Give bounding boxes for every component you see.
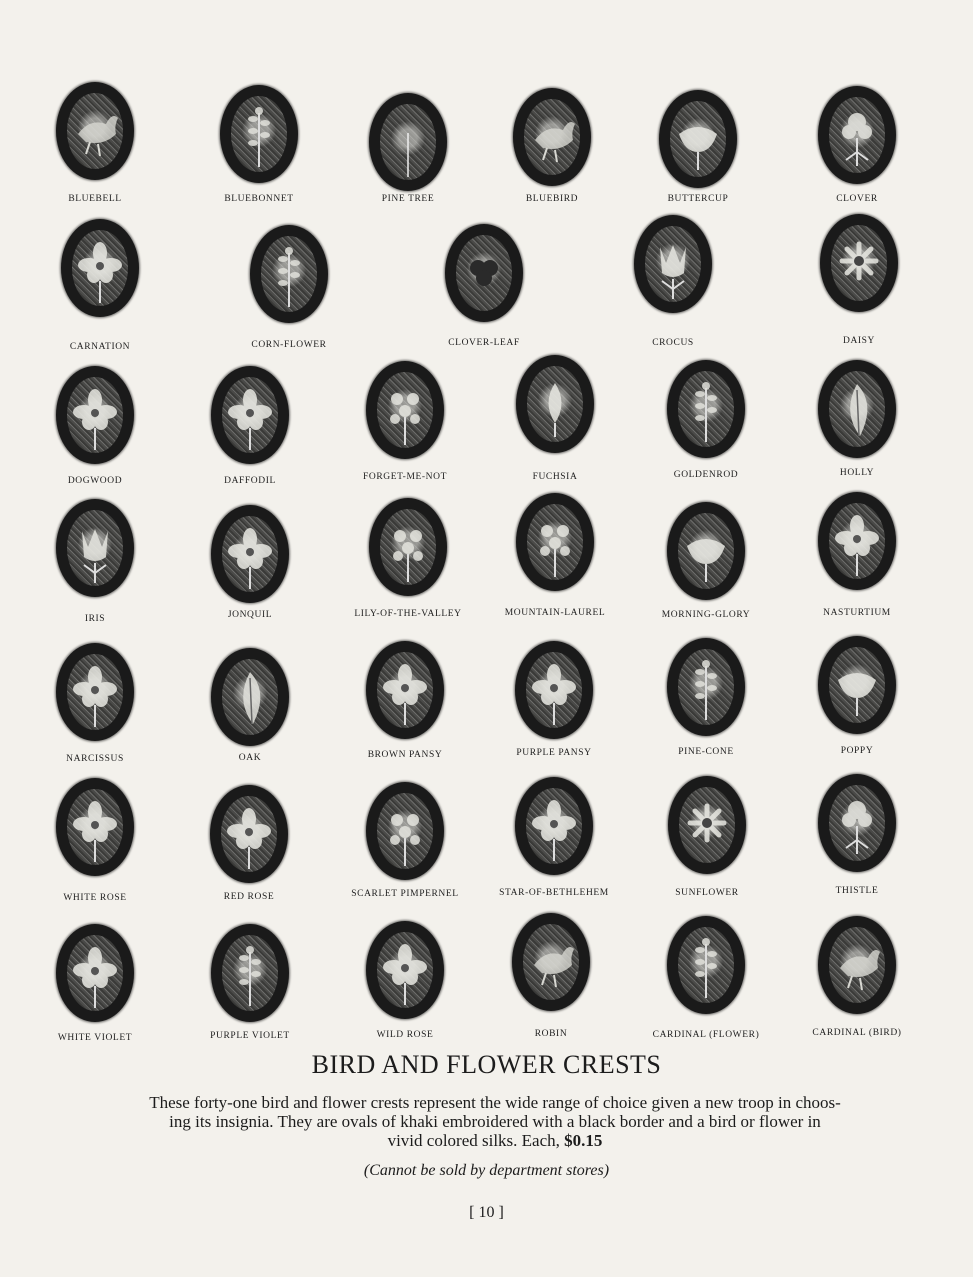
flower-motif-icon [818, 492, 896, 590]
flower-motif-icon [56, 778, 134, 876]
cup-motif-icon [667, 502, 745, 600]
sales-note: (Cannot be sold by department stores) [363, 1162, 610, 1179]
flower-motif-icon [515, 641, 593, 739]
flower-motif-icon [211, 366, 289, 464]
crest-patch [634, 215, 712, 313]
daisy-motif-icon [668, 776, 746, 874]
crest-label: NASTURTIUM [823, 608, 891, 618]
crest-label: BLUEBELL [68, 194, 122, 204]
leaf-motif-icon [211, 648, 289, 746]
sprig-motif-icon [220, 85, 298, 183]
crest-patch [513, 88, 591, 186]
crest-patch [250, 225, 328, 323]
crest-patch [211, 924, 289, 1022]
crest-patch [369, 93, 447, 191]
crest-patch [56, 82, 134, 180]
crest-label: IRIS [84, 614, 106, 624]
flower-motif-icon [61, 219, 139, 317]
crest-patch [512, 913, 590, 1011]
clover-motif-icon [818, 774, 896, 872]
crest-patch [516, 355, 594, 453]
flower-motif-icon [515, 777, 593, 875]
crest-label: OAK [238, 753, 262, 763]
bird-motif-icon [818, 916, 896, 1014]
tulip-motif-icon [634, 215, 712, 313]
crest-label: THISTLE [835, 886, 879, 896]
crest-label: CARDINAL (FLOWER) [652, 1030, 760, 1040]
crest-label: MOUNTAIN-LAUREL [504, 608, 606, 618]
flower-motif-icon [56, 643, 134, 741]
crest-patch [668, 776, 746, 874]
flower-motif-icon [366, 921, 444, 1019]
crest-patch [445, 224, 523, 322]
crest-label: PURPLE VIOLET [210, 1031, 290, 1041]
crest-patch [667, 502, 745, 600]
crest-patch [667, 638, 745, 736]
crest-label: DOGWOOD [67, 476, 123, 486]
description-line: ing its insignia. They are ovals of khaki embroidered with a black border and a bird or flower in [169, 1112, 821, 1131]
crest-label: BUTTERCUP [667, 194, 729, 204]
leaf-motif-icon [818, 360, 896, 458]
cluster-motif-icon [369, 498, 447, 596]
crest-label: SCARLET PIMPERNEL [351, 889, 459, 899]
clover-motif-icon [818, 86, 896, 184]
crest-label: PURPLE PANSY [516, 748, 592, 758]
crest-patch [56, 778, 134, 876]
crest-patch [818, 916, 896, 1014]
tree-motif-icon [369, 93, 447, 191]
cup-motif-icon [818, 636, 896, 734]
crest-label: NARCISSUS [66, 754, 124, 764]
crest-patch [818, 360, 896, 458]
crest-label: PINE-CONE [678, 747, 734, 757]
crest-label: CARNATION [69, 342, 131, 352]
crest-label: CARDINAL (BIRD) [812, 1028, 902, 1038]
cluster-motif-icon [366, 782, 444, 880]
crest-patch [516, 493, 594, 591]
crest-patch [366, 641, 444, 739]
crest-patch [61, 219, 139, 317]
crest-patch [369, 498, 447, 596]
sprig-motif-icon [211, 924, 289, 1022]
crest-patch [818, 86, 896, 184]
crest-label: BROWN PANSY [367, 750, 443, 760]
crest-patch [56, 643, 134, 741]
crest-patch [366, 361, 444, 459]
crest-patch [366, 782, 444, 880]
crest-label: JONQUIL [227, 610, 273, 620]
crest-label: DAFFODIL [224, 476, 276, 486]
crest-patch [659, 90, 737, 188]
bird-motif-icon [513, 88, 591, 186]
crest-patch [366, 921, 444, 1019]
sprig-motif-icon [667, 360, 745, 458]
cluster-motif-icon [516, 493, 594, 591]
crest-patch [220, 85, 298, 183]
crest-label: WHITE VIOLET [57, 1033, 133, 1043]
crest-label: SUNFLOWER [675, 888, 739, 898]
description-line: vivid colored silks. Each, [387, 1131, 565, 1150]
crest-label: DAISY [842, 336, 876, 346]
crest-patch [211, 505, 289, 603]
crest-label: STAR-OF-BETHLEHEM [499, 888, 609, 898]
crest-label: WHITE ROSE [63, 893, 127, 903]
crest-label: PINE TREE [381, 194, 435, 204]
crest-patch [515, 777, 593, 875]
crest-patch [818, 492, 896, 590]
crest-patch [818, 774, 896, 872]
crest-label: WILD ROSE [376, 1030, 434, 1040]
crest-label: POPPY [840, 746, 874, 756]
price: $0.15 [564, 1131, 603, 1150]
flower-motif-icon [211, 505, 289, 603]
crest-label: CLOVER-LEAF [448, 338, 520, 348]
crest-label: LILY-OF-THE-VALLEY [354, 609, 462, 619]
cluster-motif-icon [366, 361, 444, 459]
crest-patch [211, 648, 289, 746]
bird-motif-icon [512, 913, 590, 1011]
description-line: These forty-one bird and flower crests represent the wide range of choice given a new troop in choos- [149, 1093, 841, 1112]
flower-motif-icon [366, 641, 444, 739]
cup-motif-icon [659, 90, 737, 188]
crest-label: BLUEBIRD [525, 194, 579, 204]
flower-motif-icon [56, 924, 134, 1022]
flower-motif-icon [210, 785, 288, 883]
crest-label: RED ROSE [223, 892, 275, 902]
crest-label: CLOVER [836, 194, 878, 204]
crest-patch [210, 785, 288, 883]
sprig-motif-icon [667, 916, 745, 1014]
crest-patch [667, 360, 745, 458]
crest-label: BLUEBONNET [224, 194, 294, 204]
crest-label: CROCUS [652, 338, 694, 348]
crest-label: HOLLY [839, 468, 875, 478]
sprig-motif-icon [250, 225, 328, 323]
crest-label: FUCHSIA [532, 472, 578, 482]
crest-patch [56, 924, 134, 1022]
crest-patch [56, 366, 134, 464]
page-title: BIRD AND FLOWER CRESTS [311, 1050, 662, 1079]
flower-motif-icon [56, 366, 134, 464]
crest-patch [56, 499, 134, 597]
bird-motif-icon [56, 82, 134, 180]
daisy-motif-icon [820, 214, 898, 312]
crest-patch [211, 366, 289, 464]
tulip-motif-icon [56, 499, 134, 597]
description [100, 1093, 890, 1150]
crest-label: CORN-FLOWER [251, 340, 327, 350]
crest-patch [818, 636, 896, 734]
crest-label: MORNING-GLORY [661, 610, 751, 620]
crest-patch [667, 916, 745, 1014]
crest-label: ROBIN [534, 1029, 568, 1039]
crest-label: GOLDENROD [673, 470, 739, 480]
drop-motif-icon [516, 355, 594, 453]
crest-patch [820, 214, 898, 312]
crest-label: FORGET-ME-NOT [363, 472, 447, 482]
crest-patch [515, 641, 593, 739]
sprig-motif-icon [667, 638, 745, 736]
leaf3-motif-icon [445, 224, 523, 322]
page-number: [ 10 ] [469, 1204, 504, 1221]
